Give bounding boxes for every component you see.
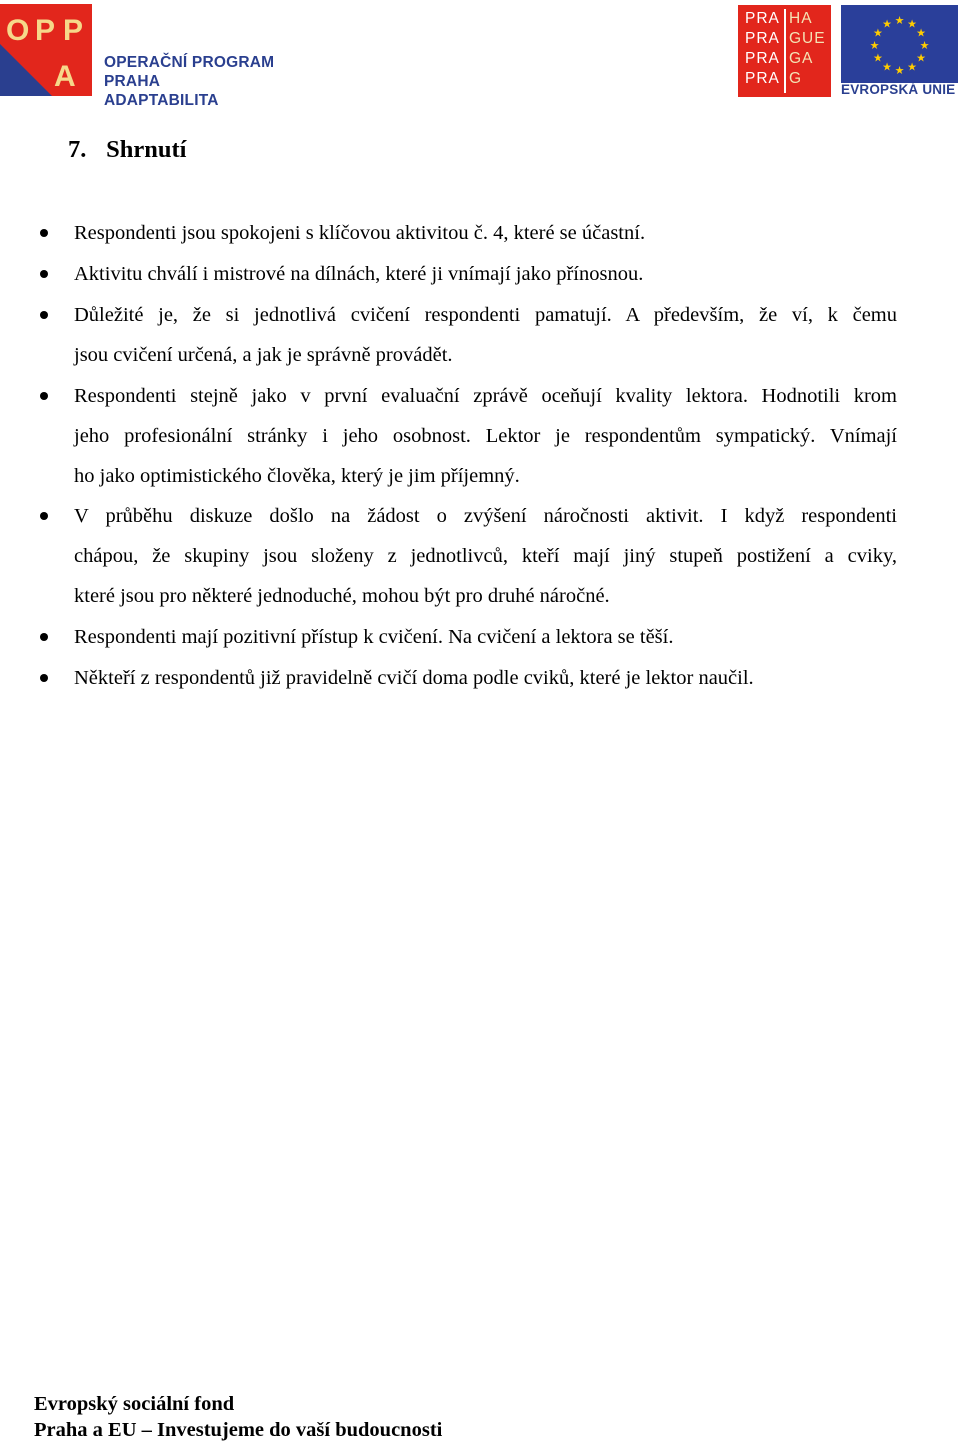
section-heading	[68, 134, 186, 166]
bullet-line: Důležité je, že si jednotlivá cvičení respondenti pamatují. A především, že ví, k čemu	[74, 304, 897, 326]
bullet-dot-icon	[40, 633, 48, 641]
svg-text:★: ★	[919, 39, 930, 52]
svg-text:★: ★	[907, 17, 917, 31]
bullet-dot-icon	[40, 512, 48, 520]
opp-letter-p2: P	[63, 14, 84, 47]
praha-logo-left: PRA	[745, 70, 780, 87]
praha-logo-right: G	[789, 70, 803, 87]
bullet-line: jsou cvičení určená, a jak je správně provádět.	[74, 344, 453, 366]
svg-text:★: ★	[882, 17, 892, 31]
bullet-dot-icon	[40, 674, 48, 682]
opp-letter-o: O	[6, 14, 30, 47]
bullet-line: Respondenti mají pozitivní přístup k cvičení. Na cvičení a lektora se těší.	[74, 626, 674, 648]
opp-logo-line2: ADAPTABILITA	[104, 92, 219, 109]
footer-line2: Praha a EU – Investujeme do vaší budoucnosti	[34, 1419, 443, 1441]
bullet-line: ho jako optimistického člověka, který je jim příjemný.	[74, 465, 520, 487]
praha-logo-left: PRA	[745, 50, 780, 67]
svg-text:★: ★	[872, 26, 883, 40]
bullet-dot-icon	[40, 270, 48, 278]
section-number: 7.	[68, 136, 87, 163]
praha-logo-right: HA	[789, 10, 813, 27]
eu-logo	[841, 5, 960, 97]
section-title: Shrnutí	[106, 136, 187, 163]
praha-logo-left: PRA	[745, 10, 780, 27]
bullet-line: jeho profesionální stránky i jeho osobnost. Lektor je respondentům sympatický. Vnímají	[74, 425, 897, 447]
praha-logo-row	[738, 9, 831, 29]
praha-logo-row	[738, 29, 831, 49]
svg-text:★: ★	[916, 51, 927, 65]
opp-logo-mark	[0, 4, 92, 96]
praha-logo-row	[738, 49, 831, 69]
bullet-line: Respondenti jsou spokojeni s klíčovou aktivitou č. 4, které se účastní.	[74, 222, 646, 244]
bullet-line: chápou, že skupiny jsou složeny z jednotlivců, kteří mají jiný stupeň postižení a cviky,	[74, 545, 897, 567]
opp-letter-a: A	[54, 60, 76, 93]
bullet-line: Respondenti stejně jako v první evaluační zprávě oceňují kvality lektora. Hodnotili krom	[74, 385, 897, 407]
bullet-line: Aktivitu chválí i mistrové na dílnách, které ji vnímají jako přínosnou.	[74, 263, 644, 285]
footer-line1: Evropský sociální fond	[34, 1393, 235, 1415]
praha-logo-right: GUE	[789, 30, 826, 47]
svg-text:★: ★	[869, 39, 880, 52]
svg-text:★: ★	[882, 60, 892, 74]
bullet-dot-icon	[40, 311, 48, 319]
praha-logo-right: GA	[789, 50, 814, 67]
svg-text:★: ★	[872, 51, 883, 65]
page-footer	[34, 1391, 442, 1443]
svg-text:★: ★	[894, 14, 905, 27]
svg-text:★: ★	[907, 60, 917, 74]
praha-logo-row	[738, 69, 831, 89]
opp-logo-text	[104, 53, 330, 110]
bullet-dot-icon	[40, 392, 48, 400]
eu-flag-icon	[841, 5, 958, 83]
svg-text:★: ★	[894, 64, 905, 77]
bullet-line: Někteří z respondentů již pravidelně cvičí doma podle cviků, které je lektor naučil.	[74, 667, 754, 689]
bullet-line: které jsou pro některé jednoduché, mohou být pro druhé náročné.	[74, 585, 610, 607]
bullet-dot-icon	[40, 229, 48, 237]
svg-text:★: ★	[916, 26, 927, 40]
eu-logo-text: EVROPSKÁ UNIE	[841, 82, 956, 97]
praha-prague-logo	[738, 5, 831, 97]
praha-logo-left: PRA	[745, 30, 780, 47]
opp-letter-p1: P	[35, 14, 56, 47]
opp-logo-line1: OPERAČNÍ PROGRAM PRAHA	[104, 54, 275, 90]
opp-praha-adaptabilita-logo	[0, 4, 330, 109]
bullet-line: V průběhu diskuze došlo na žádost o zvýšení náročnosti aktivit. I když respondenti	[74, 505, 897, 527]
